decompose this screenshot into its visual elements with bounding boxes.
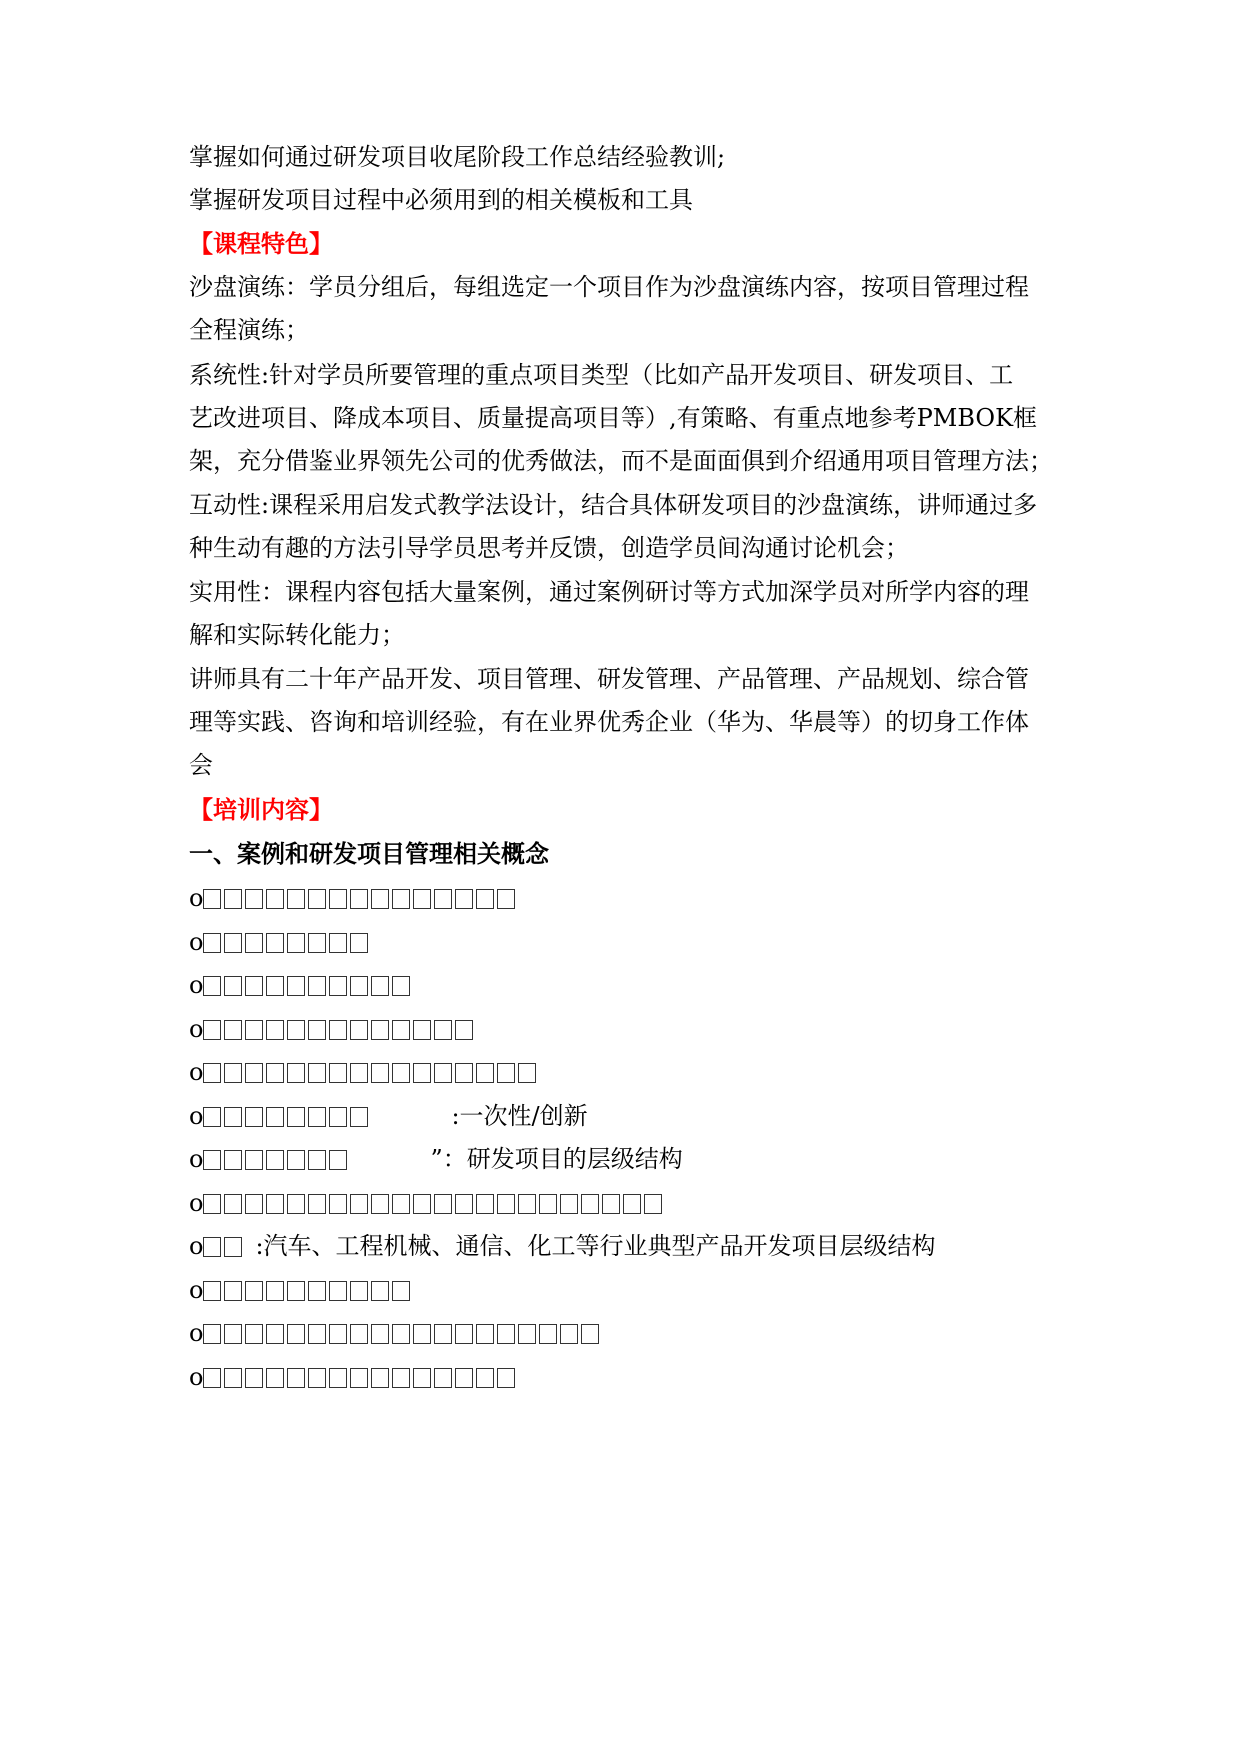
missing-glyph-box — [350, 1063, 368, 1083]
missing-glyph-box — [224, 1063, 242, 1083]
missing-glyph-box — [266, 1150, 284, 1170]
section-heading-training-content: 【培训内容】 — [189, 796, 333, 824]
content-bullet-item — [189, 882, 518, 914]
missing-glyph-box — [329, 1107, 347, 1127]
missing-glyph-box — [245, 1150, 263, 1170]
missing-glyph-box — [329, 1150, 347, 1170]
missing-glyph-box — [245, 1194, 263, 1214]
missing-glyph-box — [308, 1194, 326, 1214]
missing-glyph-box — [560, 1324, 578, 1344]
missing-glyph-box — [497, 889, 515, 909]
missing-glyph-box — [287, 1368, 305, 1388]
missing-glyph-box — [518, 1063, 536, 1083]
missing-glyph-box — [329, 1324, 347, 1344]
missing-glyph-boxes — [203, 1145, 350, 1173]
missing-glyph-box — [308, 1020, 326, 1040]
missing-glyph-box — [245, 1324, 263, 1344]
missing-glyph-box — [644, 1194, 662, 1214]
missing-glyph-box — [350, 1020, 368, 1040]
section-heading-course-features: 【课程特色】 — [189, 230, 333, 258]
missing-glyph-box — [224, 1281, 242, 1301]
missing-glyph-box — [203, 1368, 221, 1388]
missing-glyph-box — [245, 976, 263, 996]
missing-glyph-box — [203, 1107, 221, 1127]
missing-glyph-box — [350, 1281, 368, 1301]
missing-glyph-box — [224, 1194, 242, 1214]
missing-glyph-box — [455, 1063, 473, 1083]
missing-glyph-box — [245, 1063, 263, 1083]
missing-glyph-box — [455, 889, 473, 909]
missing-glyph-boxes — [203, 1232, 245, 1260]
missing-glyph-box — [623, 1194, 641, 1214]
content-bullet-item — [189, 1274, 413, 1306]
missing-glyph-box — [308, 1368, 326, 1388]
missing-glyph-box — [455, 1368, 473, 1388]
content-bullet-item — [189, 926, 371, 958]
missing-glyph-box — [392, 1020, 410, 1040]
missing-glyph-box — [224, 976, 242, 996]
feature-interactive-line-2: 种生动有趣的方法引导学员思考并反馈，创造学员间沟通讨论机会； — [189, 534, 909, 562]
missing-glyph-box — [245, 933, 263, 953]
missing-glyph-box — [413, 1020, 431, 1040]
missing-glyph-box — [329, 1281, 347, 1301]
missing-glyph-box — [224, 1324, 242, 1344]
content-bullet-item — [189, 1100, 588, 1132]
feature-lecturer-line-2: 理等实践、咨询和培训经验，有在业界优秀企业（华为、华晨等）的切身工作体 — [189, 708, 1029, 736]
missing-glyph-box — [476, 1324, 494, 1344]
missing-glyph-box — [308, 1063, 326, 1083]
missing-glyph-box — [497, 1063, 515, 1083]
missing-glyph-box — [308, 1324, 326, 1344]
missing-glyph-box — [392, 976, 410, 996]
missing-glyph-box — [350, 1107, 368, 1127]
feature-lecturer-line-1: 讲师具有二十年产品开发、项目管理、研发管理、产品管理、产品规划、综合管 — [189, 665, 1029, 693]
missing-glyph-box — [350, 889, 368, 909]
bullet-marker: o — [189, 928, 204, 956]
missing-glyph-box — [539, 1194, 557, 1214]
feature-sandbox-line-1: 沙盘演练：学员分组后，每组选定一个项目作为沙盘演练内容，按项目管理过程 — [189, 273, 1029, 301]
missing-glyph-box — [245, 889, 263, 909]
content-bullet-item — [189, 1056, 539, 1088]
missing-glyph-box — [266, 889, 284, 909]
missing-glyph-box — [350, 1324, 368, 1344]
missing-glyph-box — [329, 1194, 347, 1214]
content-bullet-item — [189, 969, 413, 1001]
missing-glyph-box — [203, 1063, 221, 1083]
missing-glyph-boxes — [203, 1319, 602, 1347]
missing-glyph-box — [287, 889, 305, 909]
missing-glyph-box — [245, 1281, 263, 1301]
bullet-marker: o — [189, 1015, 204, 1043]
feature-systematic-line-1: 系统性:针对学员所要管理的重点项目类型（比如产品开发项目、研发项目、工 — [189, 361, 1014, 389]
missing-glyph-box — [518, 1194, 536, 1214]
missing-glyph-box — [329, 933, 347, 953]
missing-glyph-box — [350, 933, 368, 953]
objective-line-2: 掌握研发项目过程中必须用到的相关模板和工具 — [189, 186, 693, 214]
content-bullet-item — [189, 1361, 518, 1393]
bullet-marker: o — [189, 1276, 204, 1304]
missing-glyph-box — [224, 1150, 242, 1170]
missing-glyph-box — [203, 933, 221, 953]
missing-glyph-box — [266, 1194, 284, 1214]
missing-glyph-box — [287, 1194, 305, 1214]
content-bullet-item — [189, 1013, 476, 1045]
missing-glyph-box — [497, 1194, 515, 1214]
missing-glyph-box — [581, 1324, 599, 1344]
bullet-marker: o — [189, 1232, 204, 1260]
bullet-text: :汽车、工程机械、通信、化工等行业典型产品开发项目层级结构 — [255, 1232, 936, 1260]
missing-glyph-box — [434, 1020, 452, 1040]
missing-glyph-box — [287, 1150, 305, 1170]
missing-glyph-box — [266, 1281, 284, 1301]
missing-glyph-box — [392, 889, 410, 909]
missing-glyph-box — [371, 1281, 389, 1301]
missing-glyph-box — [434, 1194, 452, 1214]
bullet-marker: o — [189, 1189, 204, 1217]
missing-glyph-box — [434, 1063, 452, 1083]
missing-glyph-box — [371, 1368, 389, 1388]
missing-glyph-box — [266, 1324, 284, 1344]
missing-glyph-box — [203, 1194, 221, 1214]
missing-glyph-box — [581, 1194, 599, 1214]
bullet-marker: o — [189, 1363, 204, 1391]
missing-glyph-box — [476, 1194, 494, 1214]
bullet-marker: o — [189, 1145, 204, 1173]
missing-glyph-box — [497, 1368, 515, 1388]
bullet-marker: o — [189, 1102, 204, 1130]
missing-glyph-box — [308, 976, 326, 996]
missing-glyph-box — [203, 1324, 221, 1344]
content-bullet-item — [189, 1317, 602, 1349]
content-bullet-item — [189, 1187, 665, 1219]
missing-glyph-box — [560, 1194, 578, 1214]
missing-glyph-boxes — [203, 1015, 476, 1043]
bullet-marker: o — [189, 1319, 204, 1347]
missing-glyph-boxes — [203, 884, 518, 912]
feature-lecturer-line-3: 会 — [189, 751, 213, 779]
missing-glyph-box — [245, 1368, 263, 1388]
feature-practical-line-1: 实用性：课程内容包括大量案例，通过案例研讨等方式加深学员对所学内容的理 — [189, 578, 1029, 606]
missing-glyph-box — [455, 1020, 473, 1040]
missing-glyph-box — [392, 1324, 410, 1344]
objective-line-1: 掌握如何通过研发项目收尾阶段工作总结经验教训; — [189, 143, 726, 171]
missing-glyph-box — [329, 1368, 347, 1388]
missing-glyph-boxes — [203, 1102, 371, 1130]
missing-glyph-box — [266, 1063, 284, 1083]
bullet-marker: o — [189, 1058, 204, 1086]
missing-glyph-box — [224, 1107, 242, 1127]
missing-glyph-box — [371, 889, 389, 909]
missing-glyph-boxes — [203, 1363, 518, 1391]
missing-glyph-boxes — [203, 1058, 539, 1086]
missing-glyph-box — [329, 1063, 347, 1083]
content-bullet-item — [189, 1230, 936, 1262]
missing-glyph-box — [497, 1324, 515, 1344]
missing-glyph-box — [203, 1237, 221, 1257]
missing-glyph-box — [476, 1063, 494, 1083]
missing-glyph-box — [287, 1324, 305, 1344]
missing-glyph-box — [224, 889, 242, 909]
missing-glyph-box — [287, 1107, 305, 1127]
missing-glyph-box — [308, 1281, 326, 1301]
missing-glyph-box — [224, 1020, 242, 1040]
bullet-marker: o — [189, 884, 204, 912]
missing-glyph-box — [224, 933, 242, 953]
missing-glyph-box — [371, 1324, 389, 1344]
missing-glyph-box — [287, 1020, 305, 1040]
feature-systematic-line-2: 艺改进项目、降成本项目、质量提高项目等）,有策略、有重点地参考PMBOK框 — [189, 404, 1038, 432]
missing-glyph-box — [266, 1020, 284, 1040]
missing-glyph-box — [203, 1150, 221, 1170]
missing-glyph-box — [413, 1063, 431, 1083]
missing-glyph-box — [245, 1107, 263, 1127]
missing-glyph-box — [392, 1281, 410, 1301]
missing-glyph-box — [434, 889, 452, 909]
chapter-title-1: 一、案例和研发项目管理相关概念 — [189, 840, 549, 868]
missing-glyph-box — [392, 1063, 410, 1083]
missing-glyph-boxes — [203, 971, 413, 999]
feature-sandbox-line-2: 全程演练； — [189, 316, 309, 344]
missing-glyph-box — [392, 1194, 410, 1214]
missing-glyph-box — [308, 933, 326, 953]
missing-glyph-box — [203, 889, 221, 909]
feature-practical-line-2: 解和实际转化能力； — [189, 621, 405, 649]
missing-glyph-box — [434, 1324, 452, 1344]
bullet-marker: o — [189, 971, 204, 999]
missing-glyph-box — [413, 1368, 431, 1388]
missing-glyph-box — [413, 1324, 431, 1344]
missing-glyph-box — [308, 1150, 326, 1170]
missing-glyph-box — [287, 1281, 305, 1301]
missing-glyph-box — [539, 1324, 557, 1344]
missing-glyph-box — [329, 1020, 347, 1040]
missing-glyph-box — [203, 1281, 221, 1301]
missing-glyph-box — [224, 1368, 242, 1388]
missing-glyph-boxes — [203, 1189, 665, 1217]
feature-systematic-line-3: 架，充分借鉴业界领先公司的优秀做法，而不是面面俱到介绍通用项目管理方法； — [189, 447, 1053, 475]
missing-glyph-box — [224, 1237, 242, 1257]
missing-glyph-box — [266, 933, 284, 953]
missing-glyph-boxes — [203, 1276, 413, 1304]
missing-glyph-box — [455, 1194, 473, 1214]
missing-glyph-box — [203, 976, 221, 996]
missing-glyph-box — [266, 1107, 284, 1127]
missing-glyph-box — [602, 1194, 620, 1214]
missing-glyph-box — [371, 1194, 389, 1214]
missing-glyph-box — [287, 933, 305, 953]
missing-glyph-box — [518, 1324, 536, 1344]
bullet-text: :一次性/创新 — [451, 1102, 588, 1130]
missing-glyph-box — [287, 1063, 305, 1083]
missing-glyph-box — [371, 1020, 389, 1040]
missing-glyph-box — [287, 976, 305, 996]
bullet-text: ”：研发项目的层级结构 — [430, 1145, 683, 1173]
missing-glyph-box — [308, 889, 326, 909]
content-bullet-item — [189, 1143, 683, 1175]
missing-glyph-box — [350, 1368, 368, 1388]
missing-glyph-box — [413, 1194, 431, 1214]
missing-glyph-box — [350, 976, 368, 996]
missing-glyph-box — [329, 976, 347, 996]
missing-glyph-box — [434, 1368, 452, 1388]
missing-glyph-box — [413, 889, 431, 909]
missing-glyph-box — [266, 1368, 284, 1388]
missing-glyph-box — [392, 1368, 410, 1388]
missing-glyph-box — [455, 1324, 473, 1344]
missing-glyph-boxes — [203, 928, 371, 956]
missing-glyph-box — [476, 889, 494, 909]
missing-glyph-box — [350, 1194, 368, 1214]
missing-glyph-box — [371, 1063, 389, 1083]
missing-glyph-box — [371, 976, 389, 996]
missing-glyph-box — [476, 1368, 494, 1388]
missing-glyph-box — [308, 1107, 326, 1127]
missing-glyph-box — [245, 1020, 263, 1040]
missing-glyph-box — [203, 1020, 221, 1040]
feature-interactive-line-1: 互动性:课程采用启发式教学法设计，结合具体研发项目的沙盘演练，讲师通过多 — [189, 491, 1038, 519]
missing-glyph-box — [329, 889, 347, 909]
missing-glyph-box — [266, 976, 284, 996]
